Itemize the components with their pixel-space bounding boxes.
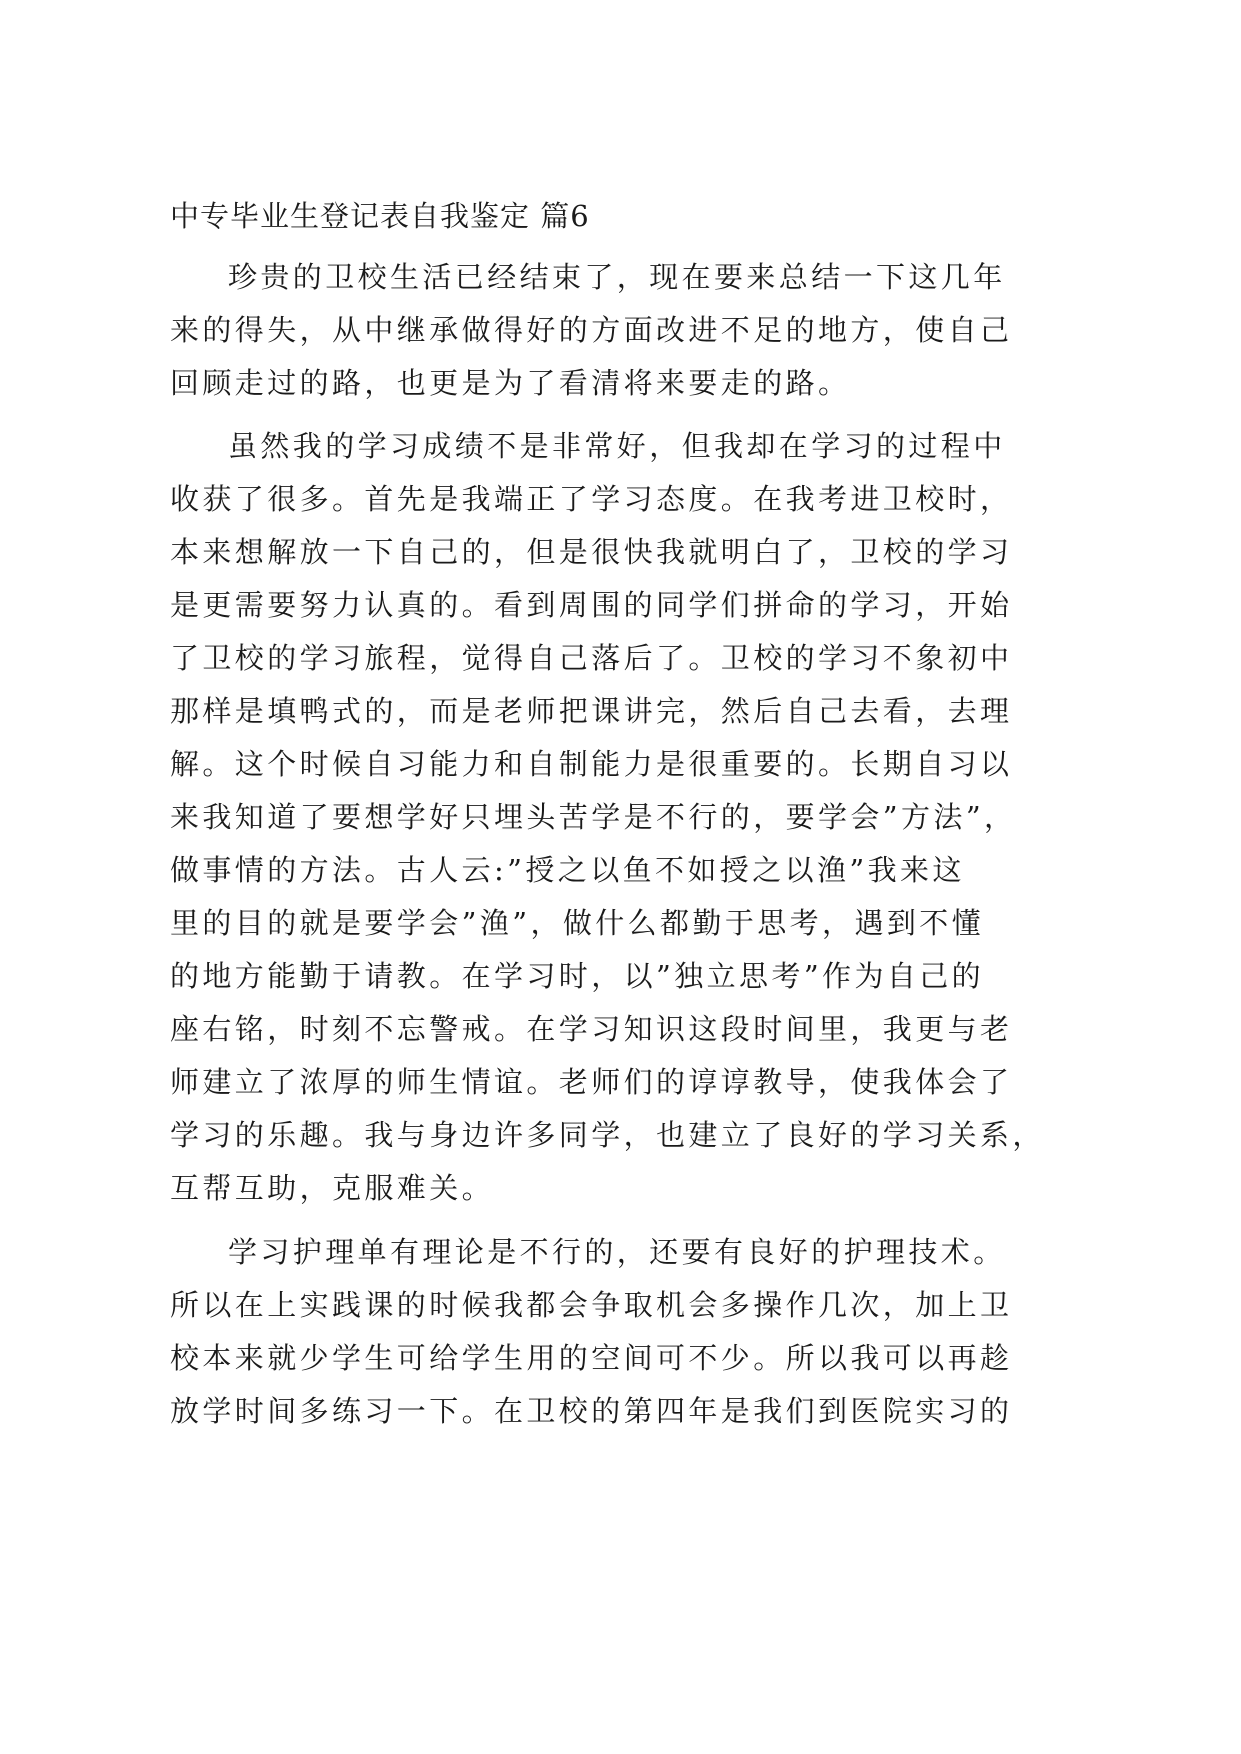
document-title: 中专毕业生登记表自我鉴定 篇6 bbox=[170, 199, 590, 233]
paragraph-line: 珍贵的卫校生活已经结束了，现在要来总结一下这几年 bbox=[228, 260, 1006, 294]
paragraph-line: 收获了很多。首先是我端正了学习态度。在我考进卫校时， bbox=[170, 482, 1013, 516]
paragraph-line: 本来想解放一下自己的，但是很快我就明白了，卫校的学习 bbox=[170, 535, 1013, 569]
paragraph-line: 里的目的就是要学会”渔”，做什么都勤于思考，遇到不懂 bbox=[170, 906, 985, 940]
paragraph-line: 学习护理单有理论是不行的，还要有良好的护理技术。 bbox=[228, 1235, 1006, 1269]
paragraph-line: 做事情的方法。古人云:”授之以鱼不如授之以渔”我来这 bbox=[170, 853, 965, 887]
paragraph-line: 互帮互助，克服难关。 bbox=[170, 1171, 495, 1205]
paragraph-line: 那样是填鸭式的，而是老师把课讲完，然后自己去看，去理 bbox=[170, 694, 1013, 728]
paragraph-line: 师建立了浓厚的师生情谊。老师们的谆谆教导，使我体会了 bbox=[170, 1065, 1013, 1099]
paragraph-line: 的地方能勤于请教。在学习时，以”独立思考”作为自己的 bbox=[170, 959, 985, 993]
paragraph-line: 虽然我的学习成绩不是非常好，但我却在学习的过程中 bbox=[228, 429, 1006, 463]
paragraph-line: 所以在上实践课的时候我都会争取机会多操作几次，加上卫 bbox=[170, 1288, 1013, 1322]
paragraph-line: 座右铭，时刻不忘警戒。在学习知识这段时间里，我更与老 bbox=[170, 1012, 1013, 1046]
paragraph-line: 放学时间多练习一下。在卫校的第四年是我们到医院实习的 bbox=[170, 1394, 1013, 1428]
paragraph-line: 回顾走过的路，也更是为了看清将来要走的路。 bbox=[170, 366, 851, 400]
paragraph-line: 了卫校的学习旅程，觉得自己落后了。卫校的学习不象初中 bbox=[170, 641, 1013, 675]
paragraph-line: 来的得失，从中继承做得好的方面改进不足的地方，使自己 bbox=[170, 313, 1013, 347]
paragraph-line: 校本来就少学生可给学生用的空间可不少。所以我可以再趁 bbox=[170, 1341, 1013, 1375]
paragraph-line: 学习的乐趣。我与身边许多同学，也建立了良好的学习关系， bbox=[170, 1118, 1045, 1152]
paragraph-line: 是更需要努力认真的。看到周围的同学们拼命的学习，开始 bbox=[170, 588, 1013, 622]
paragraph-line: 解。这个时候自习能力和自制能力是很重要的。长期自习以 bbox=[170, 747, 1013, 781]
paragraph-line: 来我知道了要想学好只埋头苦学是不行的，要学会”方法”， bbox=[170, 800, 1017, 834]
